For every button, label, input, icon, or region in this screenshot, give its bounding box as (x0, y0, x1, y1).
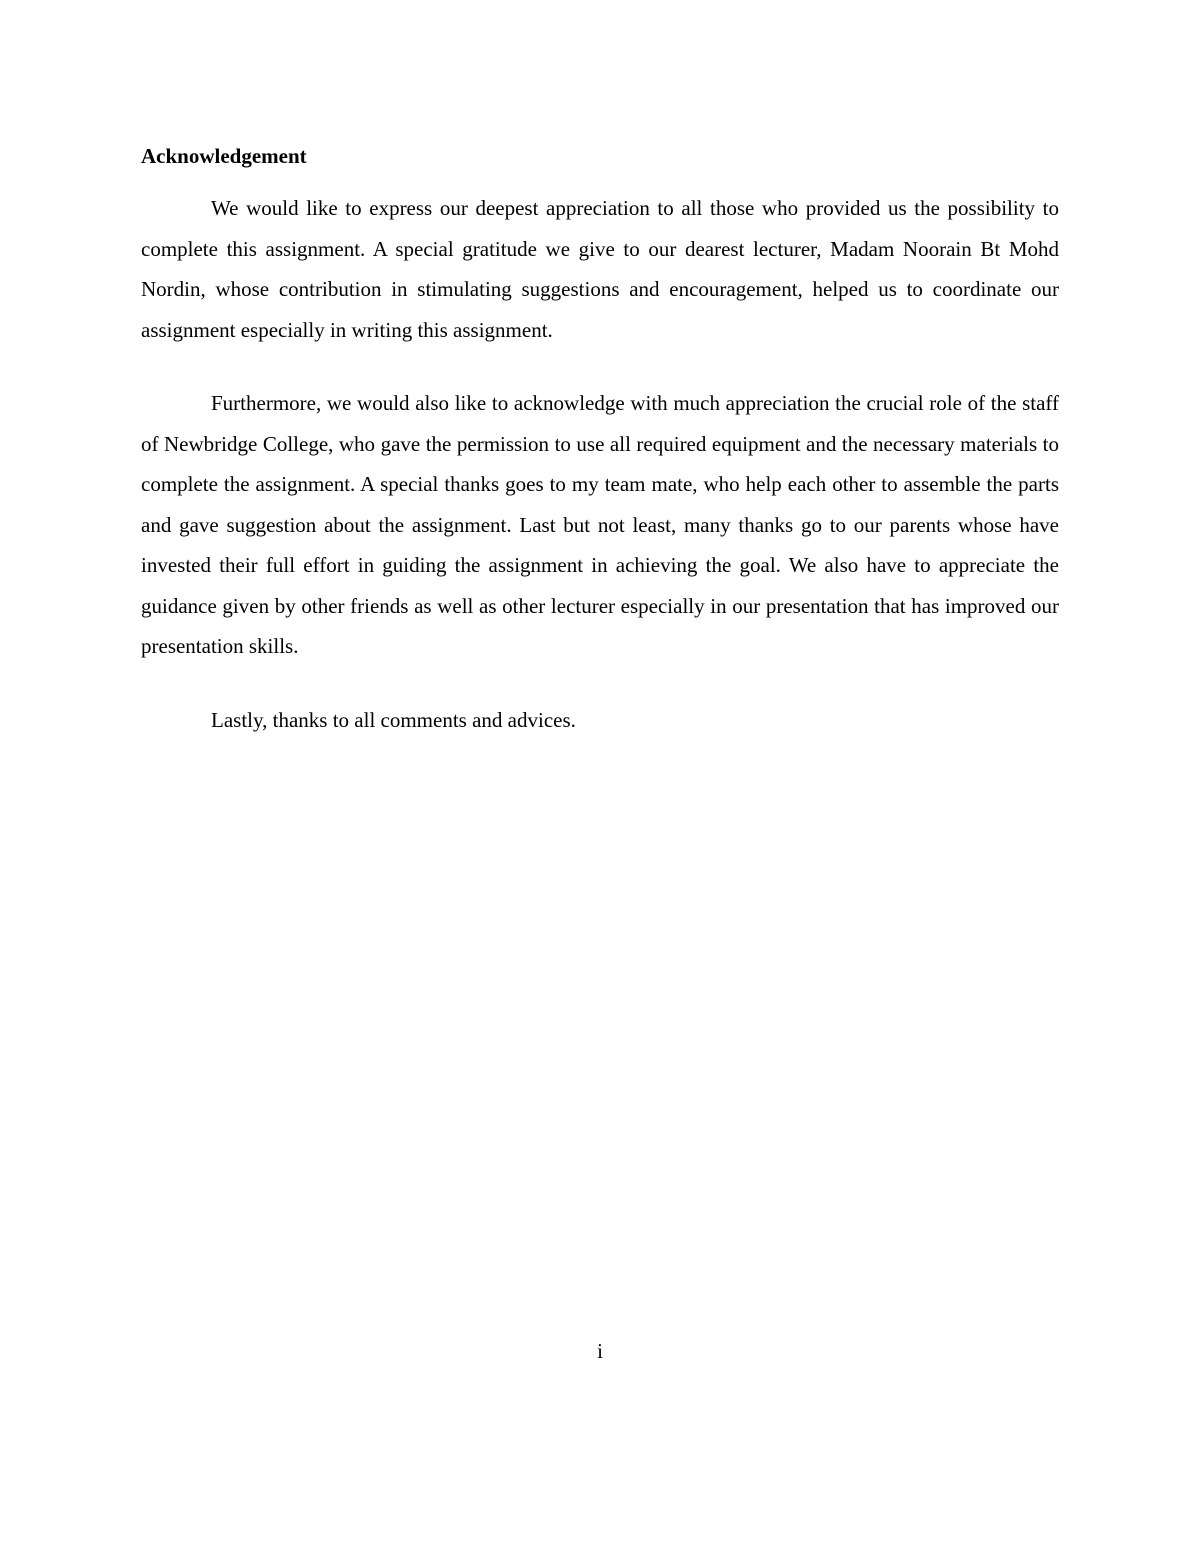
page-title: Acknowledgement (141, 144, 307, 168)
paragraph-appreciation: We would like to express our deepest appreciation to all those who provided us the possibility to complete this assignment. A special gratitude we give to our dearest lecturer, Madam Noorain Bt Mohd Nordin, whose contribution in stimulating suggestions and encouragement, helped us to coordinate our assignment especially in writing this assignment. (141, 196, 1059, 342)
page-number: i (597, 1339, 603, 1363)
document-body (141, 142, 1059, 773)
paragraph-furthermore: Furthermore, we would also like to acknowledge with much appreciation the crucial role of the staff of Newbridge College, who gave the permission to use all required equipment and the necessary materials to complete the assignment. A special thanks goes to my team mate, who help each other to assemble the parts and gave suggestion about the assignment. Last but not least, many thanks go to our parents whose have invested their full effort in guiding the assignment in achieving the goal. We also have to appreciate the guidance given by other friends as well as other lecturer especially in our presentation that has improved our presentation skills. (141, 391, 1059, 658)
paragraph-lastly: Lastly, thanks to all comments and advices. (211, 707, 576, 732)
